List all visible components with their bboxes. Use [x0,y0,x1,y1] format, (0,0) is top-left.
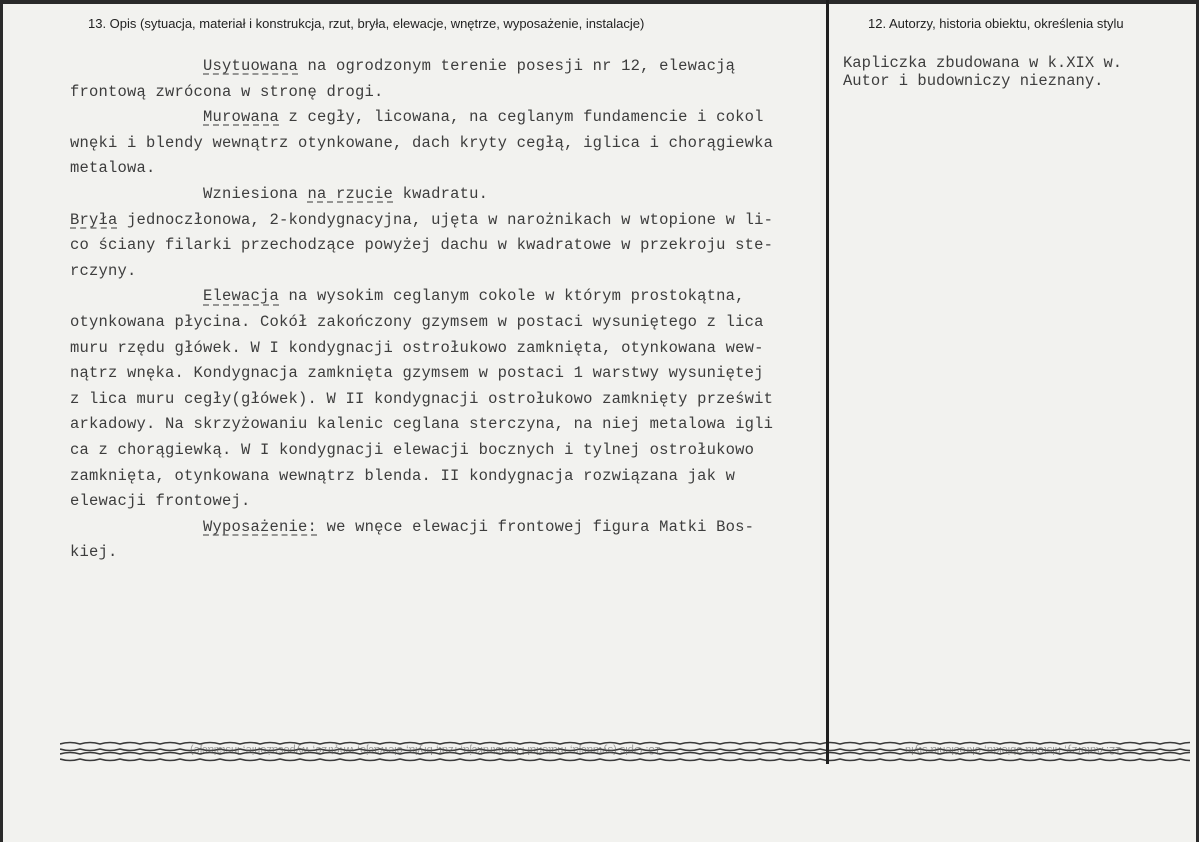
line-text: na ogrodzonym terenie posesji nr 12, elewacją [298,57,736,75]
underlined-keyword: Usytuowana [203,57,299,75]
line-text: jednoczłonowa, 2-kondygnacyjna, ujęta w narożnikach w wtopione w li- [117,210,774,229]
line-text: rczyny. [70,261,137,280]
underlined-keyword: Bryła [70,210,118,229]
bleed-label-left: 13. Opis (sytuacja, materiał i konstrukcja, rzut, bryła, elewacje, wnętrze, wyposażenie, instalacje) [190,744,661,756]
top-border [0,0,1199,4]
description-line [70,105,830,131]
description-line [70,284,830,310]
description-line [70,361,830,387]
description-line [70,182,830,208]
underlined-keyword: Murowana [203,108,280,127]
description-line [70,515,830,541]
line-text: muru rzędu główek. W I kondygnacji ostrołukowo zamknięta, otynkowana wew- [70,338,764,357]
line-text: z cegły, licowana, na ceglanym fundamencie i cokol [279,108,764,127]
line-text: arkadowy. Na skrzyżowaniu kalenic ceglana sterczyna, na niej metalowa igli [70,415,774,434]
description-line [70,412,830,438]
description-line [70,310,830,336]
underlined-keyword: Elewacja [203,287,280,306]
description-line [70,54,830,80]
line-text: na wysokim ceglanym cokole w którym prostokątna, [279,287,745,306]
description-line [70,156,830,182]
line-text: otynkowana płycina. Cokół zakończony gzymsem w postaci wysuniętego z lica [70,312,764,331]
left-border [0,0,3,842]
authors-line: Kapliczka zbudowana w k.XIX w. [843,54,1123,72]
description-line [70,540,830,566]
description-line [70,464,830,490]
description-line [70,489,830,515]
line-text-pre [70,108,203,126]
line-text: nątrz wnęka. Kondygnacja zamknięta gzymsem w postaci 1 warstwy wysuniętej [70,364,764,383]
description-line [70,259,830,285]
description-line [70,80,830,106]
line-text: elewacji frontowej. [70,492,251,511]
line-text-pre [70,287,203,305]
description-text [70,54,830,566]
line-text: metalowa. [70,159,156,178]
description-line [70,131,830,157]
line-text: ca z chorągiewką. W I kondygnacji elewacji bocznych i tylnej ostrołukowo [70,440,755,459]
description-line [70,438,830,464]
line-text: kiej. [70,543,118,562]
line-text: kwadratu. [393,184,489,203]
line-text: frontową zwrócona w stronę drogi. [70,82,384,101]
description-line [70,387,830,413]
line-text: zamknięta, otynkowana wewnątrz blenda. II kondygnacja rozwiązana jak w [70,466,736,485]
bleed-through-band [60,738,1190,764]
line-text: co ściany filarki przechodzące powyżej dachu w kwadratowe w przekroju ste- [70,236,774,255]
line-text: z lica muru cegły(główek). W II kondygnacji ostrołukowo zamknięty prześwit [70,389,774,408]
underlined-keyword: Wyposażenie: [203,517,318,536]
line-text-pre [70,57,203,75]
line-text: wnęki i blendy wewnątrz otynkowane, dach kryty cegłą, iglica i chorągiewka [70,133,774,152]
wavy-line [60,759,1190,761]
description-line [70,233,830,259]
authors-section-title: 12. Autorzy, historia obiektu, określenia stylu [868,16,1124,31]
line-text-pre [70,518,203,536]
description-section-title: 13. Opis (sytuacja, materiał i konstrukcja, rzut, bryła, elewacje, wnętrze, wyposażenie, instalacje) [88,16,645,31]
line-text: we wnęce elewacji frontowej figura Matki Bos- [317,517,755,536]
description-line [70,336,830,362]
band-divider [826,738,829,764]
line-text-pre: Wzniesiona [70,184,308,203]
bleed-label-right: 12. Autorzy, historia obiektu, określenia stylu [905,744,1122,756]
authors-line: Autor i budowniczy nieznany. [843,72,1104,90]
authors-text [843,54,1183,90]
description-line [70,208,830,234]
underlined-keyword: na rzucie [307,184,394,203]
